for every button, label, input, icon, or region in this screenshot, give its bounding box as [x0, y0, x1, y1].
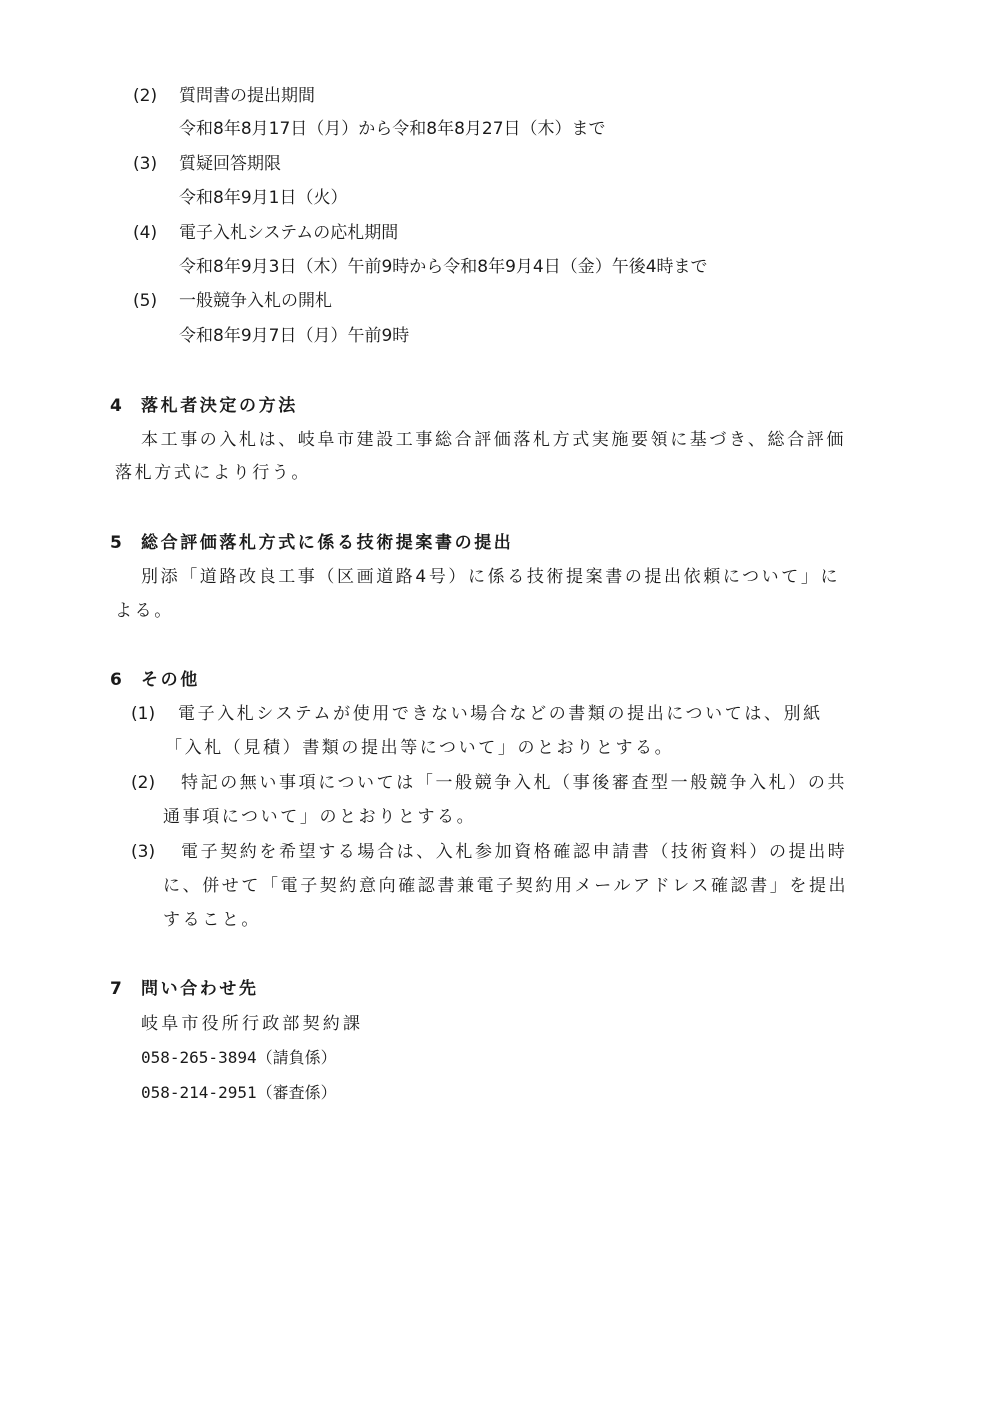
contact-phone: 058-214-2951（審査係） [141, 1083, 337, 1102]
paragraph-line: よる。 [115, 601, 174, 621]
schedule-item-title: 電子入札システムの応札期間 [179, 223, 399, 243]
section-number: 7 [110, 979, 122, 999]
schedule-item-number: (2) [133, 86, 158, 106]
schedule-item-detail: 令和8年8月17日（月）から令和8年8月27日（木）まで [179, 119, 606, 139]
schedule-item-detail: 令和8年9月7日（月）午前9時 [179, 326, 410, 346]
list-item-line: 電子入札システムが使用できない場合などの書類の提出については、別紙 [178, 704, 823, 724]
schedule-item-number: (5) [133, 291, 158, 311]
section-number: 5 [110, 533, 122, 553]
schedule-item-detail: 令和8年9月1日（火） [179, 188, 348, 208]
contact-office: 岐阜市役所行政部契約課 [141, 1014, 364, 1034]
section-heading: 問い合わせ先 [141, 979, 259, 999]
list-item-line: 通事項について」のとおりとする。 [163, 807, 477, 827]
schedule-item-title: 質問書の提出期間 [179, 86, 315, 106]
section-heading: 総合評価落札方式に係る技術提案書の提出 [141, 533, 514, 553]
schedule-item-number: (4) [133, 223, 158, 243]
schedule-item-number: (3) [133, 154, 158, 174]
list-item-number: (1) [131, 704, 156, 724]
section-heading: 落札者決定の方法 [141, 396, 298, 416]
list-item-number: (2) [131, 773, 156, 793]
section-number: 6 [110, 670, 122, 690]
list-item-number: (3) [131, 842, 156, 862]
section-number: 4 [110, 396, 122, 416]
section-heading: その他 [141, 670, 200, 690]
list-item-line: 特記の無い事項については「一般競争入札（事後審査型一般競争入札）の共 [181, 773, 848, 793]
list-item-line: すること。 [163, 910, 261, 930]
list-item-line: に、併せて「電子契約意向確認書兼電子契約用メールアドレス確認書」を提出 [163, 876, 849, 896]
list-item-line: 電子契約を希望する場合は、入札参加資格確認申請書（技術資料）の提出時 [181, 842, 848, 862]
schedule-item-title: 一般競争入札の開札 [179, 291, 332, 311]
paragraph-line: 別添「道路改良工事（区画道路4号）に係る技術提案書の提出依頼について」に [141, 567, 841, 587]
list-item-line: 「入札（見積）書類の提出等について」のとおりとする。 [165, 738, 675, 758]
paragraph-line: 本工事の入札は、岐阜市建設工事総合評価落札方式実施要領に基づき、総合評価 [141, 430, 846, 450]
contact-phone: 058-265-3894（請負係） [141, 1048, 337, 1067]
paragraph-line: 落札方式により行う。 [115, 463, 311, 483]
schedule-item-title: 質疑回答期限 [179, 154, 281, 174]
schedule-item-detail: 令和8年9月3日（木）午前9時から令和8年9月4日（金）午後4時まで [179, 257, 708, 277]
